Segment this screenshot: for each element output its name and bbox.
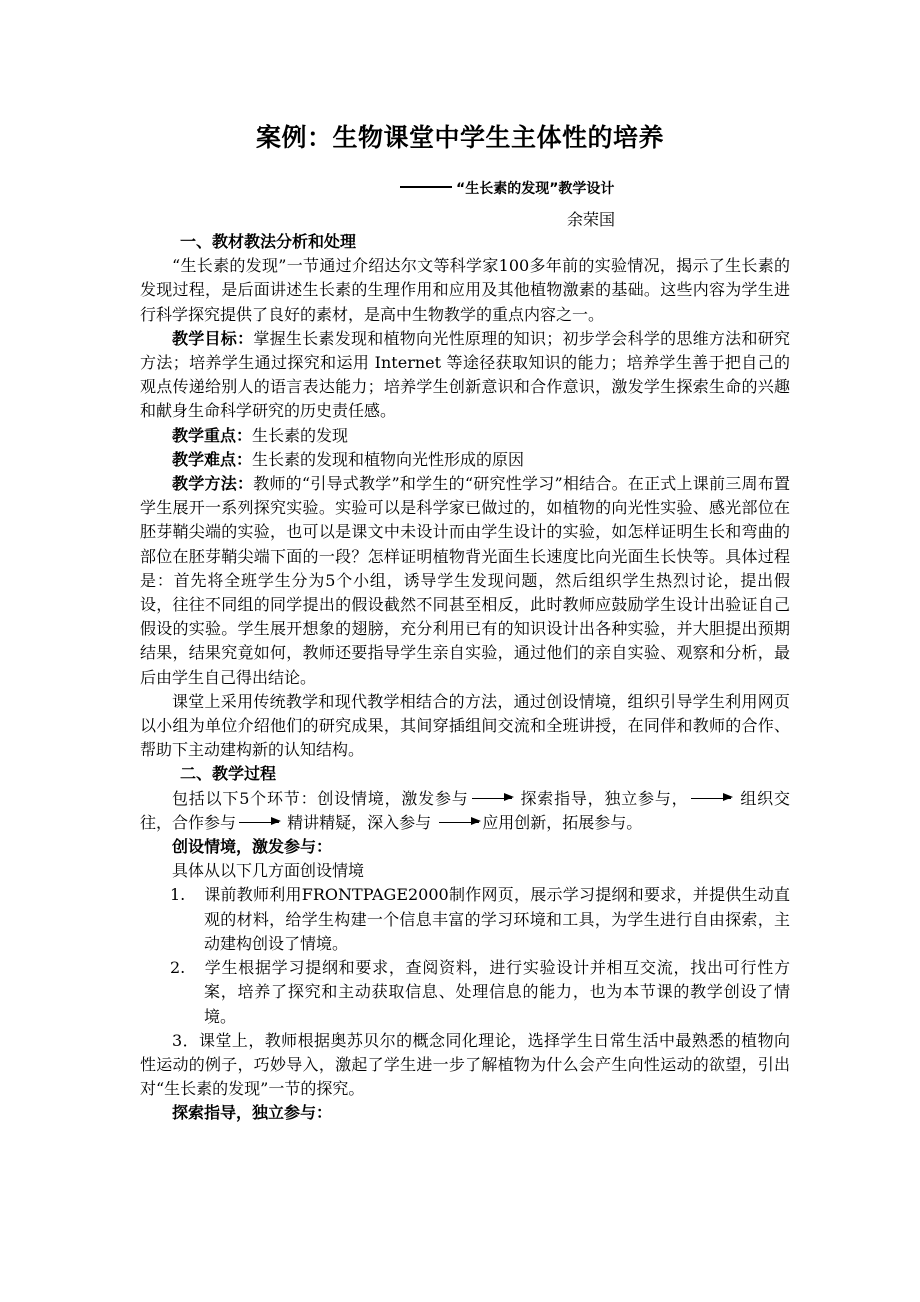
document-body bbox=[140, 230, 790, 1126]
numbered-item-2 bbox=[140, 956, 790, 1029]
subtitle-text: “生长素的发现”教学设计 bbox=[456, 181, 615, 197]
right-arrow-icon bbox=[472, 798, 512, 799]
teaching-difficulty-paragraph bbox=[140, 448, 790, 472]
teaching-key-paragraph bbox=[140, 424, 790, 448]
step-3: 组织交往，合作参与 bbox=[140, 788, 790, 832]
step-1: 创设情境，激发参与 bbox=[317, 788, 469, 808]
steps-intro: 包括以下5个环节： bbox=[172, 788, 318, 808]
step-5: 应用创新，拓展参与。 bbox=[482, 812, 643, 832]
step-2: 探索指导，独立参与 bbox=[520, 788, 672, 808]
teaching-key-text: 生长素的发现 bbox=[252, 425, 349, 445]
teaching-key-label: 教学重点： bbox=[172, 425, 253, 445]
steps-paragraph: 包括以下5个环节：创设情境，激发参与 探索指导，独立参与， 组织交往，合作参与 精讲精疑，深入参与 应用创新，拓展参与。 bbox=[140, 788, 790, 832]
item-number: 1. bbox=[170, 885, 186, 905]
classroom-paragraph: 课堂上采用传统教学和现代教学相结合的方法，通过创设情境，组织引导学生利用网页以小组为单位介绍他们的研究成果，其间穿插组间交流和全班讲授，在同伴和教师的合作、帮助下主动建构新的认知结构。 bbox=[140, 691, 790, 760]
teaching-method-text: 教师的“引导式教学”和学生的“研究性学习”相结合。在正式上课前三周布置学生展开一系列探究实验。实验可以是科学家已做过的，如植物的向光性实验、感光部位在胚芽鞘尖端的实验，也可以是课文中未设计而由学生设计的实验，如怎样证明生长和弯曲的部位在胚芽鞘尖端下面的一段？怎样证明植物背光面生长速度比向光面生长快等。具体过程是：首先将全班学生分为5个小组，诱导学生发现问题，然后组织学生热烈讨论，提出假设，往往不同组的同学提出的假设截然不同甚至相反，此时教师应鼓励学生设计出验证自己假设的实验。学生展开想象的翅膀，充分利用已有的知识设计出各种实验，并大胆提出预期结果，结果究竟如何，教师还要指导学生亲自实验，通过他们的亲自实验、观察和分析，最后由学生自己得出结论。 bbox=[140, 474, 790, 687]
section-heading-1: 一、教材教法分析和处理 bbox=[180, 232, 357, 251]
author-name: 余荣国 bbox=[567, 210, 616, 229]
step-4: 精讲精疑，深入参与 bbox=[287, 812, 432, 832]
right-arrow-icon bbox=[691, 798, 731, 799]
item-text: 学生根据学习提纲和要求，查阅资料，进行实验设计并相互交流，找出可行性方案，培养了探究和主动获取信息、处理信息的能力，也为本节课的教学创设了情境。 bbox=[204, 958, 790, 1026]
section-heading-2: 二、教学过程 bbox=[180, 764, 277, 784]
document-title: 案例：生物课堂中学生主体性的培养 bbox=[255, 123, 664, 152]
right-arrow-icon bbox=[439, 822, 479, 823]
teaching-difficulty-label: 教学难点： bbox=[172, 449, 253, 469]
section1-intro-paragraph: “生长素的发现”一节通过介绍达尔文等科学家100多年前的实验情况，揭示了生长素的发现过程，是后面讲述生长素的生理作用和应用及其他植物激素的基础。这些内容为学生进行科学探究提供了良好的素材，是高中生物教学的重点内容之一。 bbox=[140, 256, 790, 324]
teaching-goal-paragraph bbox=[140, 327, 790, 424]
teaching-difficulty-text: 生长素的发现和植物向光性形成的原因 bbox=[252, 449, 525, 469]
right-arrow-icon bbox=[239, 822, 279, 823]
teaching-goal-text: 掌握生长素发现和植物向光性原理的知识；初步学会科学的思维方法和研究方法；培养学生通过探究和运用 Internet 等途径获取知识的能力；培养学生善于把自己的观点传递给别人的语言表达能力；培养学生创新意识和合作意识，激发学生探索生命的兴趣和献身生命科学研究的历史责任感。 bbox=[140, 328, 790, 421]
teaching-method-paragraph bbox=[140, 472, 790, 690]
numbered-item-3: 3．课堂上，教师根据奥苏贝尔的概念同化理论，选择学生日常生活中最熟悉的植物向性运动的例子，巧妙导入，激起了学生进一步了解植物为什么会产生向性运动的欲望，引出对“生长素的发现”一节的探究。 bbox=[140, 1030, 790, 1099]
subtitle-dash bbox=[400, 186, 452, 188]
subsection-heading-2: 探索指导，独立参与： bbox=[172, 1103, 333, 1123]
teaching-method-label: 教学方法： bbox=[172, 474, 254, 494]
teaching-goal-label: 教学目标： bbox=[172, 328, 254, 348]
item-number: 2. bbox=[170, 958, 186, 978]
document-subtitle bbox=[400, 178, 614, 198]
numbered-item-1 bbox=[140, 883, 790, 956]
subsection-heading-1: 创设情境，激发参与： bbox=[172, 837, 333, 857]
subsection1-intro: 具体从以下几方面创设情境 bbox=[172, 861, 365, 881]
item-text: 课前教师利用FRONTPAGE2000制作网页，展示学习提纲和要求，并提供生动直观的材料，给学生构建一个信息丰富的学习环境和工具，为学生进行自由探索，主动建构创设了情境。 bbox=[204, 885, 790, 953]
